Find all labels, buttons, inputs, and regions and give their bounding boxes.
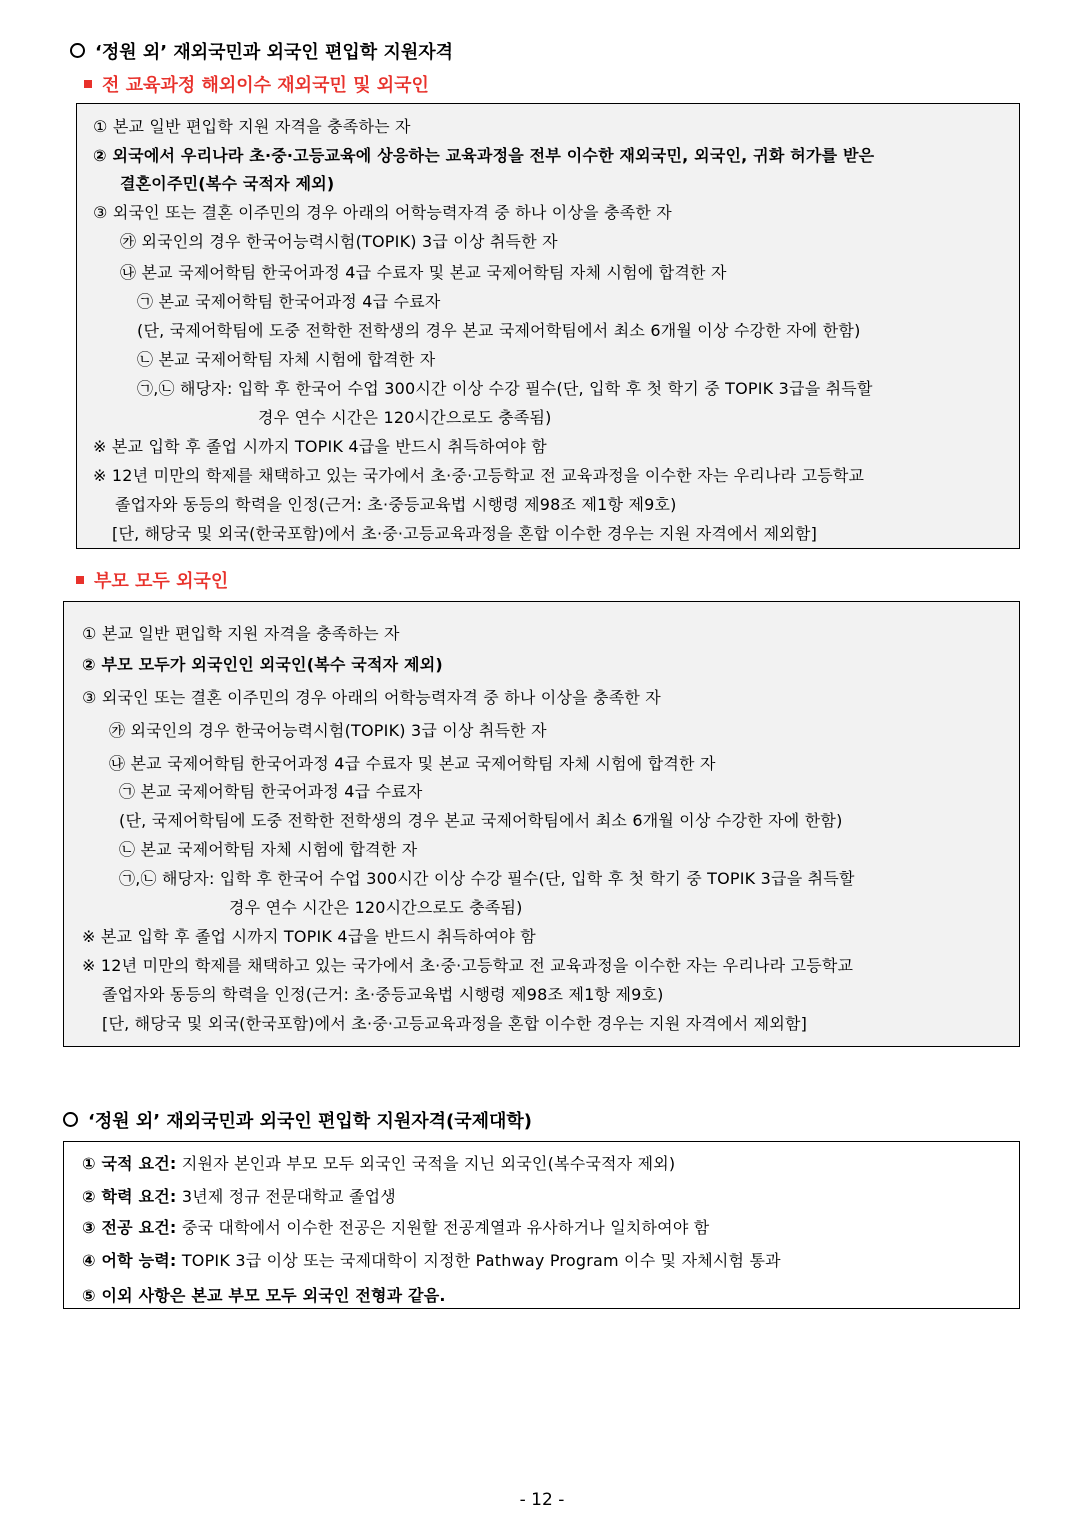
list-item: ㉡ 본교 국제어학팀 자체 시험에 합격한 자 [137, 350, 436, 369]
list-item: ㉮ 외국인의 경우 한국어능력시험(TOPIK) 3급 이상 취득한 자 [109, 721, 547, 740]
requirement-item: ⑤ 이외 사항은 본교 부모 모두 외국인 전형과 같음. [82, 1286, 446, 1305]
square-bullet-icon [84, 80, 92, 88]
circle-bullet-icon [70, 43, 85, 58]
requirement-item: ④ 어학 능력: TOPIK 3급 이상 또는 국제대학이 지정한 Pathway Program 이수 및 자체시험 통과 [82, 1251, 781, 1270]
list-item: 경우 연수 시간은 120시간으로도 충족됨) [258, 408, 552, 427]
square-bullet-icon [76, 576, 84, 584]
list-item: ㉡ 본교 국제어학팀 자체 시험에 합격한 자 [119, 840, 418, 859]
list-item: ㉠ 본교 국제어학팀 한국어과정 4급 수료자 [119, 782, 423, 801]
list-item: ㉯ 본교 국제어학팀 한국어과정 4급 수료자 및 본교 국제어학팀 자체 시험에 합격한 자 [109, 754, 716, 773]
section-heading-international: ‘정원 외’ 재외국민과 외국인 편입학 지원자격(국제대학) [63, 1107, 532, 1133]
list-item: ② 부모 모두가 외국인인 외국인(복수 국적자 제외) [82, 655, 443, 674]
note-item: [단, 해당국 및 외국(한국포함)에서 초·중·고등교육과정을 혼합 이수한 경우는 지원 자격에서 제외함] [102, 1014, 808, 1033]
list-item: ㉠,㉡ 해당자: 입학 후 한국어 수업 300시간 이상 수강 필수(단, 입학 후 첫 학기 중 TOPIK 3급을 취득할 [137, 379, 873, 398]
requirement-item: ① 국적 요건: 지원자 본인과 부모 모두 외국인 국적을 지닌 외국인(복수국적자 제외) [82, 1154, 676, 1173]
page-number: - 12 - [519, 1490, 565, 1510]
requirement-item: ② 학력 요건: 3년제 정규 전문대학교 졸업생 [82, 1187, 396, 1206]
list-item: 경우 연수 시간은 120시간으로도 충족됨) [229, 898, 523, 917]
list-item: ㉮ 외국인의 경우 한국어능력시험(TOPIK) 3급 이상 취득한 자 [120, 232, 558, 251]
subsection-heading-parents: 부모 모두 외국인 [76, 567, 228, 593]
note-item: ※ 12년 미만의 학제를 채택하고 있는 국가에서 초·중·고등학교 전 교육과정을 이수한 자는 우리나라 고등학교 [82, 956, 854, 975]
note-item: ※ 본교 입학 후 졸업 시까지 TOPIK 4급을 반드시 취득하여야 함 [93, 437, 547, 456]
note-item: [단, 해당국 및 외국(한국포함)에서 초·중·고등교육과정을 혼합 이수한 경우는 지원 자격에서 제외함] [112, 524, 818, 543]
list-item: ③ 외국인 또는 결혼 이주민의 경우 아래의 어학능력자격 중 하나 이상을 충족한 자 [93, 203, 672, 222]
list-item: ㉠,㉡ 해당자: 입학 후 한국어 수업 300시간 이상 수강 필수(단, 입학 후 첫 학기 중 TOPIK 3급을 취득할 [119, 869, 855, 888]
list-item: 결혼이주민(복수 국적자 제외) [120, 174, 335, 193]
list-item: (단, 국제어학팀에 도중 전학한 전학생의 경우 본교 국제어학팀에서 최소 6개월 이상 수강한 자에 한함) [119, 811, 843, 830]
list-item: (단, 국제어학팀에 도중 전학한 전학생의 경우 본교 국제어학팀에서 최소 6개월 이상 수강한 자에 한함) [137, 321, 861, 340]
list-item: ① 본교 일반 편입학 지원 자격을 충족하는 자 [93, 117, 411, 136]
list-item: ③ 외국인 또는 결혼 이주민의 경우 아래의 어학능력자격 중 하나 이상을 충족한 자 [82, 688, 661, 707]
list-item: ② 외국에서 우리나라 초·중·고등교육에 상응하는 교육과정을 전부 이수한 재외국민, 외국인, 귀화 허가를 받은 [93, 146, 875, 165]
list-item: ㉠ 본교 국제어학팀 한국어과정 4급 수료자 [137, 292, 441, 311]
requirement-item: ③ 전공 요건: 중국 대학에서 이수한 전공은 지원할 전공계열과 유사하거나 일치하여야 함 [82, 1218, 710, 1237]
note-item: ※ 12년 미만의 학제를 채택하고 있는 국가에서 초·중·고등학교 전 교육과정을 이수한 자는 우리나라 고등학교 [93, 466, 865, 485]
note-item: 졸업자와 동등의 학력을 인정(근거: 초·중등교육법 시행령 제98조 제1항 제9호) [115, 495, 677, 514]
list-item: ① 본교 일반 편입학 지원 자격을 충족하는 자 [82, 624, 400, 643]
section-heading: ‘정원 외’ 재외국민과 외국인 편입학 지원자격 [70, 38, 453, 64]
list-item: ㉯ 본교 국제어학팀 한국어과정 4급 수료자 및 본교 국제어학팀 자체 시험에 합격한 자 [120, 263, 727, 282]
note-item: 졸업자와 동등의 학력을 인정(근거: 초·중등교육법 시행령 제98조 제1항 제9호) [102, 985, 664, 1004]
subsection-heading-overseas: 전 교육과정 해외이수 재외국민 및 외국인 [84, 71, 429, 97]
circle-bullet-icon [63, 1112, 78, 1127]
note-item: ※ 본교 입학 후 졸업 시까지 TOPIK 4급을 반드시 취득하여야 함 [82, 927, 536, 946]
